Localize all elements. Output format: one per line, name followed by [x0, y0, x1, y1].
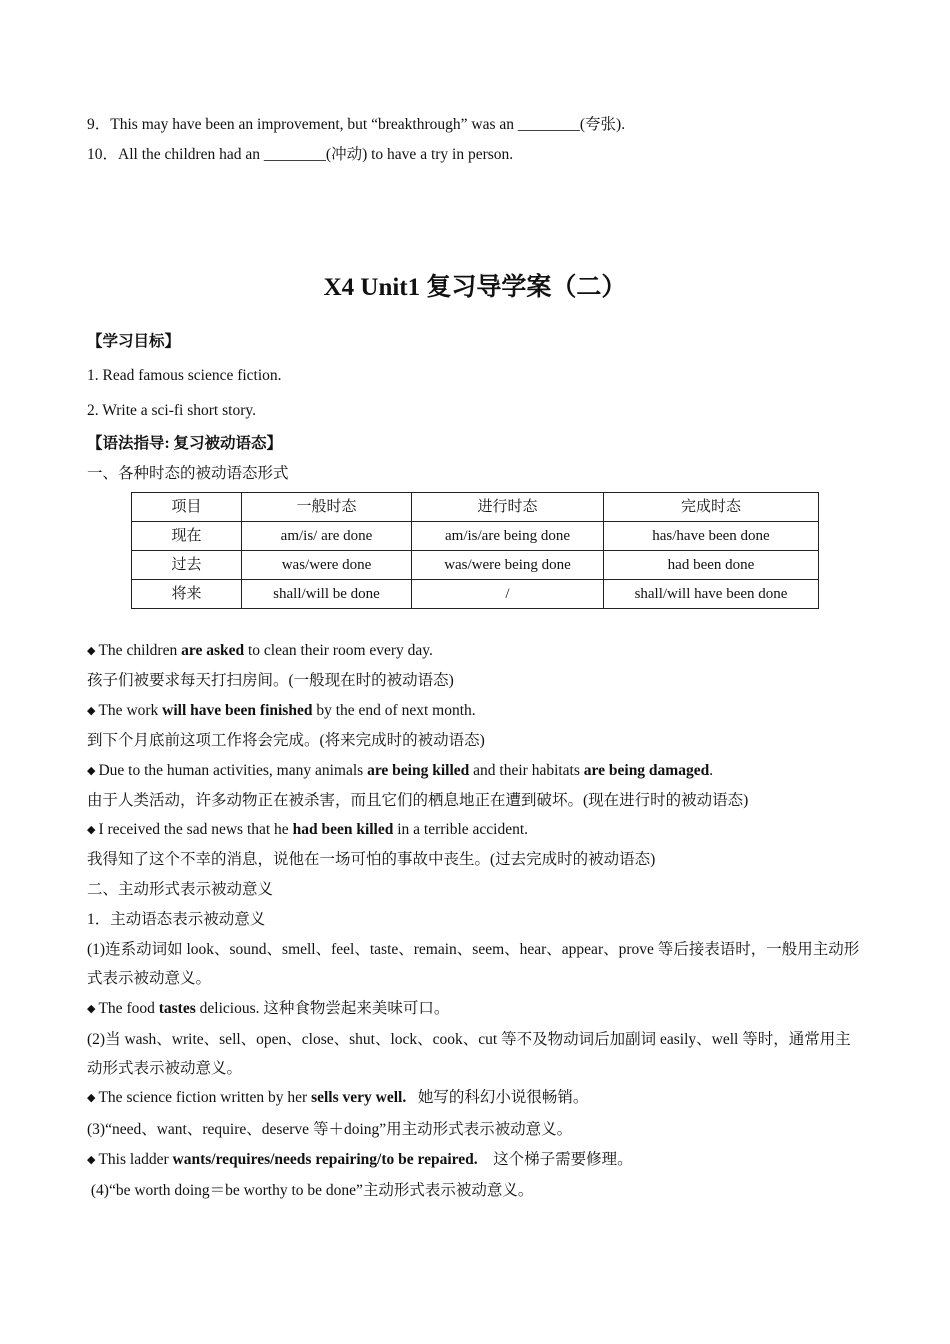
example-text: The children: [98, 642, 182, 659]
goals-heading: 【学习目标】: [87, 333, 181, 350]
table-cell: was/were done: [242, 551, 412, 580]
table-cell: shall/will have been done: [604, 580, 819, 609]
example-1: [87, 641, 433, 662]
exercise-9: [87, 115, 625, 135]
example-text: and their habitats: [469, 762, 584, 779]
example-highlight: are being killed: [367, 762, 470, 779]
goal-item-1: 1. Read famous science fiction.: [87, 367, 282, 384]
example-text: by the end of next month.: [312, 702, 476, 719]
example-highlight: are asked: [181, 642, 245, 659]
table-cell: has/have been done: [604, 522, 819, 551]
page-title: X4 Unit1 复习导学案（二）: [323, 274, 627, 301]
example-text: The science fiction written by her: [98, 1089, 312, 1106]
rule-2-paragraph: (2)当 wash、write、sell、open、close、shut、lock、cook、cut 等不及物动词后加副词 easily、well 等时，通常用主动形式表示被动意义。: [87, 1031, 851, 1077]
example-text: 她写的科幻小说很畅销。: [406, 1089, 589, 1106]
diamond-bullet-icon: ◆: [87, 645, 96, 657]
example-4-translation: 我得知了这个不幸的消息，说他在一场可怕的事故中丧生。(过去完成时的被动语态): [87, 851, 656, 868]
passive-voice-table: [131, 492, 819, 609]
example-2: [87, 701, 476, 722]
rule-3-example: [87, 1150, 633, 1171]
example-text: in a terrible accident.: [393, 821, 529, 838]
table-header-cell: 完成时态: [604, 493, 819, 522]
example-text: to clean their room every day.: [244, 642, 433, 659]
table-cell: shall/will be done: [242, 580, 412, 609]
table-header-cell: 项目: [132, 493, 242, 522]
section2-heading: 二、主动形式表示被动意义: [87, 881, 274, 898]
example-text: delicious. 这种食物尝起来美味可口。: [195, 1000, 450, 1017]
example-highlight: had been killed: [292, 821, 394, 838]
diamond-bullet-icon: ◆: [87, 1003, 96, 1015]
diamond-bullet-icon: ◆: [87, 1154, 96, 1166]
table-cell: 过去: [132, 551, 242, 580]
rule-2-example: [87, 1088, 588, 1109]
section1-heading: 一、各种时态的被动语态形式: [87, 465, 289, 482]
example-highlight: are being damaged: [583, 762, 710, 779]
table-cell: 将来: [132, 580, 242, 609]
example-text: 这个梯子需要修理。: [477, 1151, 633, 1168]
goal-item-2: 2. Write a sci-fi short story.: [87, 402, 256, 419]
diamond-bullet-icon: ◆: [87, 1092, 96, 1104]
exercise-text: All the children had an ________(冲动) to have a try in person.: [118, 146, 514, 163]
table-header-cell: 进行时态: [412, 493, 604, 522]
table-row: [132, 580, 819, 609]
example-3: [87, 761, 713, 782]
rule-1-paragraph: (1)连系动词如 look、sound、smell、feel、taste、remain、seem、hear、appear、prove 等后接表语时，一般用主动形式表示被动意义。: [87, 941, 860, 987]
rule-4-paragraph: (4)“be worth doing＝be worthy to be done”主动形式表示被动意义。: [87, 1182, 534, 1199]
example-text: Due to the human activities, many animals: [98, 762, 368, 779]
exercise-number: 9．: [87, 116, 111, 133]
rule-1-example: [87, 999, 449, 1020]
example-2-translation: 到下个月底前这项工作将会完成。(将来完成时的被动语态): [87, 732, 485, 749]
exercise-text: This may have been an improvement, but “breakthrough” was an ________(夸张).: [110, 116, 626, 133]
table-cell: was/were being done: [412, 551, 604, 580]
example-4: [87, 820, 528, 841]
example-highlight: tastes: [158, 1000, 196, 1017]
example-text: The food: [98, 1000, 159, 1017]
example-1-translation: 孩子们被要求每天打扫房间。(一般现在时的被动语态): [87, 672, 454, 689]
table-row: [132, 522, 819, 551]
exercise-10: [87, 145, 513, 165]
example-3-translation: 由于人类活动，许多动物正在被杀害，而且它们的栖息地正在遭到破坏。(现在进行时的被动语态): [87, 792, 749, 809]
rule-3-paragraph: (3)“need、want、require、deserve 等＋doing”用主动形式表示被动意义。: [87, 1121, 573, 1138]
table-header-row: [132, 493, 819, 522]
example-highlight: will have been finished: [162, 702, 313, 719]
example-highlight: sells very well.: [311, 1089, 407, 1106]
table-cell: 现在: [132, 522, 242, 551]
section2-subheading: 1．主动语态表示被动意义: [87, 911, 266, 928]
diamond-bullet-icon: ◆: [87, 705, 96, 717]
example-text: I received the sad news that he: [98, 821, 293, 838]
grammar-heading: 【语法指导: 复习被动语态】: [87, 435, 283, 452]
example-text: .: [709, 762, 714, 779]
exercise-number: 10．: [87, 146, 119, 163]
table-header-cell: 一般时态: [242, 493, 412, 522]
diamond-bullet-icon: ◆: [87, 765, 96, 777]
table-cell: am/is/are being done: [412, 522, 604, 551]
example-text: This ladder: [98, 1151, 173, 1168]
example-text: The work: [98, 702, 163, 719]
example-highlight: wants/requires/needs repairing/to be repaired.: [172, 1151, 478, 1168]
table-cell: am/is/ are done: [242, 522, 412, 551]
table-cell: had been done: [604, 551, 819, 580]
table-row: [132, 551, 819, 580]
diamond-bullet-icon: ◆: [87, 824, 96, 836]
table-cell: /: [412, 580, 604, 609]
